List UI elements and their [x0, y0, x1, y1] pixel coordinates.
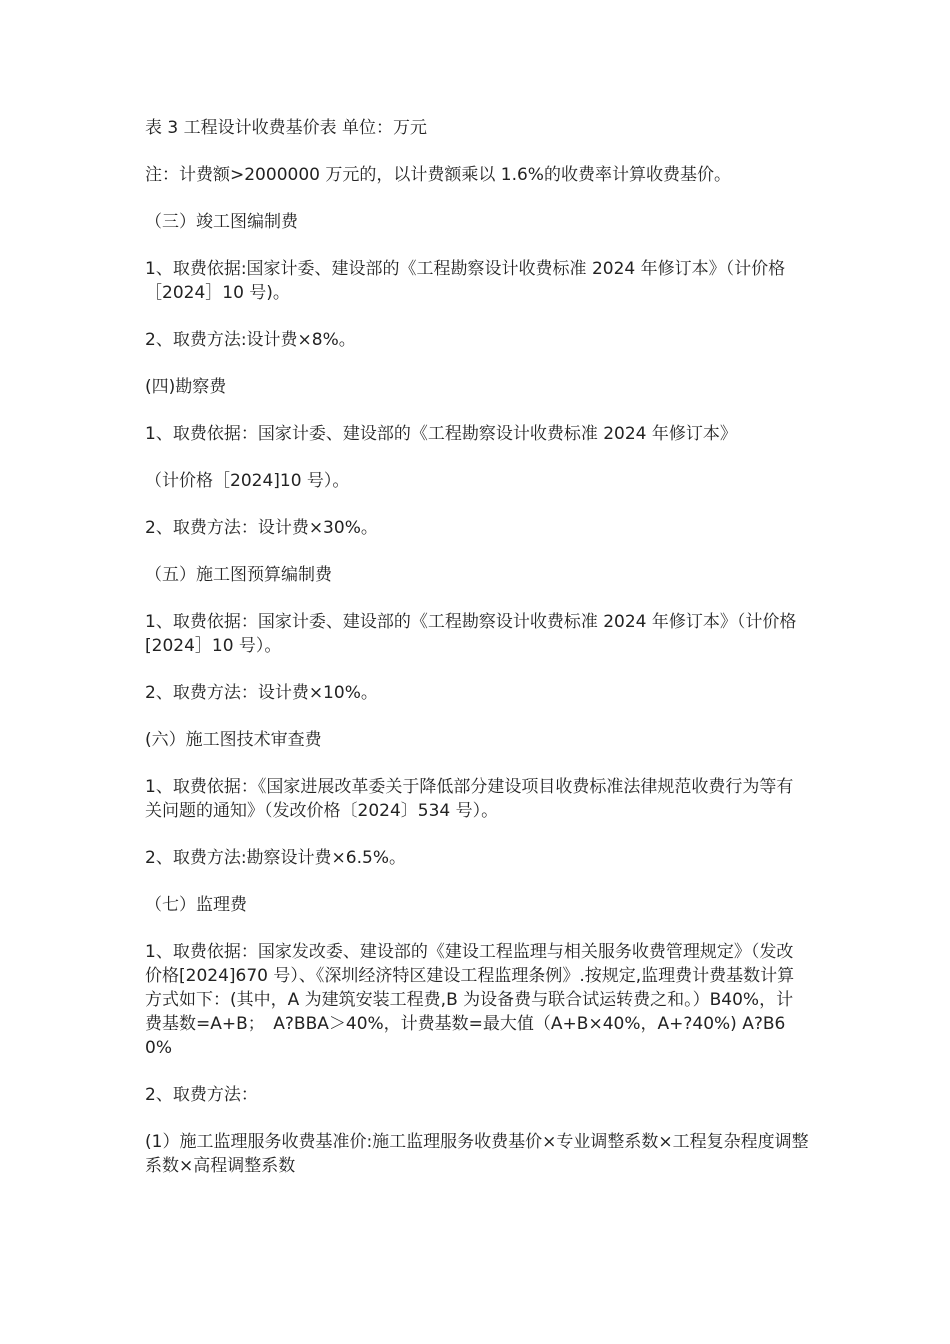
note-paragraph: 注：计费额>2000000 万元的，以计费额乘以 1.6%的收费率计算收费基价。 — [145, 165, 731, 185]
table-caption: 表 3 工程设计收费基价表 单位：万元 — [145, 118, 428, 138]
paragraph: 1、取费依据：国家计委、建设部的《工程勘察设计收费标准 2024 年修订本》 — [145, 424, 737, 444]
paragraph: (1）施工监理服务收费基准价:施工监理服务收费基价×专业调整系数×工程复杂程度调整系数×高程调整系数 — [145, 1132, 809, 1176]
paragraph: 2、取费方法：设计费×10%。 — [145, 683, 378, 703]
paragraph: （计价格［2024]10 号）。 — [145, 471, 350, 491]
paragraph: 2、取费方法： — [145, 1085, 258, 1105]
section-heading-4: (四)勘察费 — [145, 377, 227, 397]
paragraph: 1、取费依据：国家发改委、建设部的《建设工程监理与相关服务收费管理规定》（发改价格[2024]670 号）、《深圳经济特区建设工程监理条例》.按规定,监理费计费基数计算方式如下：(其中，A 为建筑安装工程费,B 为设备费与联合试运转费之和。）B40%，计费基数=A+B； A?BBA＞40%，计费基数=最大值（A+B×40%，A+?40%) A?B60% — [145, 942, 795, 1058]
paragraph: 2、取费方法:设计费×8%。 — [145, 330, 356, 350]
paragraph: 1、取费依据：《国家进展改革委关于降低部分建设项目收费标准法律规范收费行为等有关问题的通知》（发改价格〔2024〕534 号）。 — [145, 777, 794, 821]
paragraph: 2、取费方法：设计费×30%。 — [145, 518, 378, 538]
section-heading-7: （七）监理费 — [145, 895, 247, 915]
paragraph: 1、取费依据：国家计委、建设部的《工程勘察设计收费标准 2024 年修订本》（计价格[2024］10 号）。 — [145, 612, 797, 656]
document-body — [145, 116, 810, 1201]
section-heading-6: (六）施工图技术审查费 — [145, 730, 322, 750]
paragraph: 1、取费依据:国家计委、建设部的《工程勘察设计收费标准 2024 年修订本》（计价格［2024］10 号)。 — [145, 259, 786, 303]
section-heading-3: （三）竣工图编制费 — [145, 212, 298, 232]
paragraph: 2、取费方法:勘察设计费×6.5%。 — [145, 848, 406, 868]
section-heading-5: （五）施工图预算编制费 — [145, 565, 332, 585]
